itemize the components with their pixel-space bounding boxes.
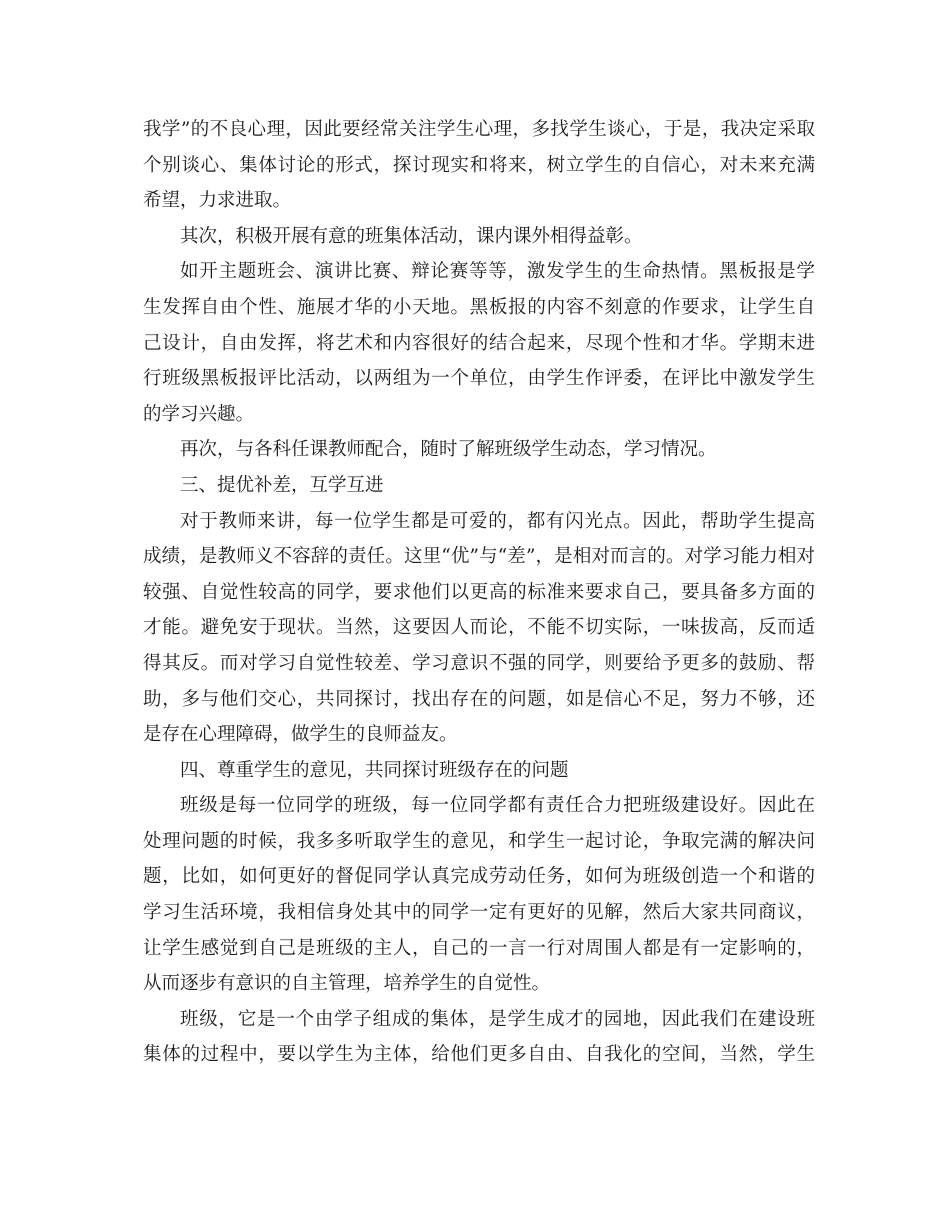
text-line: 班级是每一位同学的班级，每一位同学都有责任合力把班级建设好。因此在 xyxy=(180,795,815,817)
text-line: 较强、自觉性较高的同学，要求他们以更高的标准来要求自己，要具备多方面的 xyxy=(143,581,815,603)
text-line: 助，多与他们交心，共同探讨，找出存在的问题，如是信心不足，努力不够，还 xyxy=(143,688,815,710)
text-line: 班级，它是一个由学子组成的集体，是学生成才的园地，因此我们在建设班 xyxy=(180,1008,815,1030)
text-line: 三、提优补差，互学互进 xyxy=(180,474,384,496)
text-line: 行班级黑板报评比活动，以两组为一个单位，由学生作评委，在评比中激发学生 xyxy=(143,368,815,390)
text-line: 如开主题班会、演讲比赛、辩论赛等等，激发学生的生命热情。黑板报是学 xyxy=(180,261,815,283)
text-line: 是存在心理障碍，做学生的良师益友。 xyxy=(143,724,458,746)
text-line: 才能。避免安于现状。当然，这要因人而论，不能不切实际，一味拔高，反而适 xyxy=(143,617,815,639)
text-line: 的学习兴趣。 xyxy=(143,403,255,425)
text-line: 我学”的不良心理，因此要经常关注学生心理，多找学生谈心，于是，我决定采取 xyxy=(143,119,815,140)
text-line: 成绩，是教师义不容辞的责任。这里“优”与“差”，是相对而言的。对学习能力相对 xyxy=(143,546,815,568)
text-line: 其次，积极开展有意的班集体活动，课内课外相得益彰。 xyxy=(180,225,643,247)
text-line: 处理问题的时候，我多多听取学生的意见，和学生一起讨论，争取完满的解决问 xyxy=(143,830,815,852)
text-line: 希望，力求进取。 xyxy=(143,190,292,212)
text-line: 再次，与各科任课教师配合，随时了解班级学生动态，学习情况。 xyxy=(180,439,717,461)
text-line: 集体的过程中，要以学生为主体，给他们更多自由、自我化的空间，当然，学生 xyxy=(143,1044,815,1066)
text-line: 题，比如，如何更好的督促同学认真完成劳动任务，如何为班级创造一个和谐的 xyxy=(143,866,815,888)
text-line: 对于教师来讲，每一位学生都是可爱的，都有闪光点。因此，帮助学生提高 xyxy=(180,510,815,532)
document-body xyxy=(143,112,815,1073)
text-line: 个别谈心、集体讨论的形式，探讨现实和将来，树立学生的自信心，对未来充满 xyxy=(143,154,815,176)
text-line: 从而逐步有意识的自主管理，培养学生的自觉性。 xyxy=(143,973,551,995)
text-line: 生发挥自由个性、施展才华的小天地。黑板报的内容不刻意的作要求，让学生自 xyxy=(143,296,815,318)
text-line: 己设计，自由发挥，将艺术和内容很好的结合起来，尽现个性和才华。学期末进 xyxy=(143,332,815,354)
text-line: 让学生感觉到自己是班级的主人，自己的一言一行对周围人都是有一定影响的， xyxy=(143,937,815,959)
text-line: 学习生活环境，我相信身处其中的同学一定有更好的见解，然后大家共同商议， xyxy=(143,902,815,924)
text-line: 得其反。而对学习自觉性较差、学习意识不强的同学，则要给予更多的鼓励、帮 xyxy=(143,652,815,674)
text-line: 四、尊重学生的意见，共同探讨班级存在的问题 xyxy=(180,759,569,781)
